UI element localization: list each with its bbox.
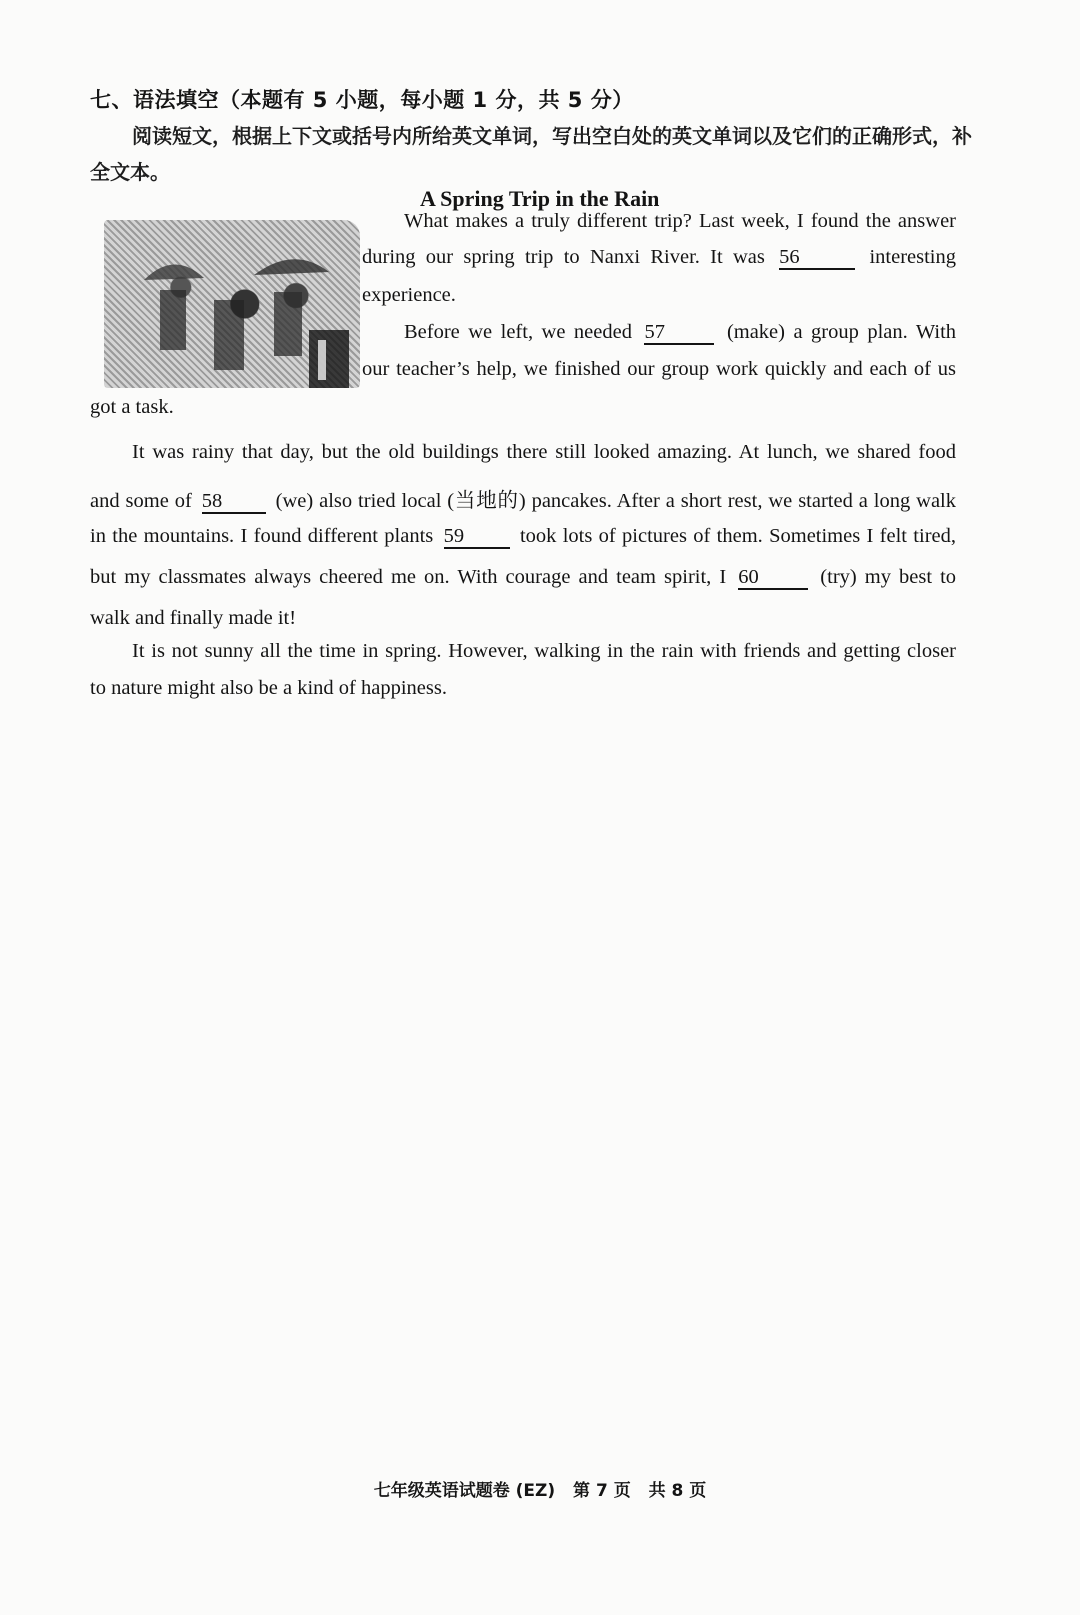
p2-line1-text-b: (make) a group plan. With bbox=[726, 321, 957, 343]
rain-trip-photo bbox=[104, 220, 360, 388]
page-footer bbox=[0, 1476, 1080, 1501]
footer-page-number: 第 7 页 bbox=[573, 1481, 631, 1501]
p3-line2-text-b: (we) also tried local (当地的) pancakes. After a short rest, we started a long walk bbox=[275, 490, 956, 512]
p3-line4-text-b: (try) my best to bbox=[820, 566, 957, 588]
section-title: 七、语法填空（本题有 5 小题，每小题 1 分，共 5 分） bbox=[90, 88, 634, 112]
p4-line1: It is not sunny all the time in spring. However, walking in the rain with friends and getting closer bbox=[132, 640, 956, 662]
section-instructions: 阅读短文，根据上下文或括号内所给英文单词，写出空白处的英文单词以及它们的正确形式，补全文本。 bbox=[90, 124, 972, 184]
p2-line2: our teacher’s help, we finished our group work quickly and each of us bbox=[362, 358, 956, 380]
p3-line2 bbox=[90, 483, 956, 514]
p1-line3: experience. bbox=[362, 284, 456, 306]
p2-line3: got a task. bbox=[90, 396, 174, 418]
p3-line3-text-b: took lots of pictures of them. Sometimes I felt tired, bbox=[519, 525, 957, 547]
p3-line3 bbox=[90, 525, 956, 549]
p1-line2 bbox=[362, 246, 956, 270]
p1-line1: What makes a truly different trip? Last week, I found the answer bbox=[404, 210, 956, 232]
p3-line4 bbox=[90, 566, 956, 590]
blank-57[interactable]: 57 bbox=[644, 321, 714, 345]
photo-illustration bbox=[104, 220, 360, 388]
p3-line4-text-a: but my classmates always cheered me on. With courage and team spirit, I bbox=[90, 566, 727, 588]
p3-line3-text-a: in the mountains. I found different plants bbox=[90, 525, 434, 547]
p4-line2: to nature might also be a kind of happiness. bbox=[90, 677, 447, 699]
footer-subject: 七年级英语试题卷 (EZ) bbox=[373, 1481, 556, 1501]
p3-line1: It was rainy that day, but the old buildings there still looked amazing. At lunch, we shared food bbox=[132, 441, 956, 463]
p2-line1 bbox=[404, 321, 956, 345]
p1-line2-text-b: interesting bbox=[869, 246, 957, 268]
blank-56[interactable]: 56 bbox=[779, 246, 855, 270]
p3-line2-text-a: and some of bbox=[90, 490, 192, 512]
p3-line5: walk and finally made it! bbox=[90, 607, 297, 629]
blank-58[interactable]: 58 bbox=[202, 490, 266, 514]
footer-total-pages: 共 8 页 bbox=[648, 1481, 707, 1501]
p2-line1-text-a: Before we left, we needed bbox=[404, 321, 632, 343]
passage-title: A Spring Trip in the Rain bbox=[420, 186, 660, 211]
blank-60[interactable]: 60 bbox=[738, 566, 808, 590]
p1-line2-text-a: during our spring trip to Nanxi River. It was bbox=[362, 246, 765, 268]
blank-59[interactable]: 59 bbox=[444, 525, 510, 549]
